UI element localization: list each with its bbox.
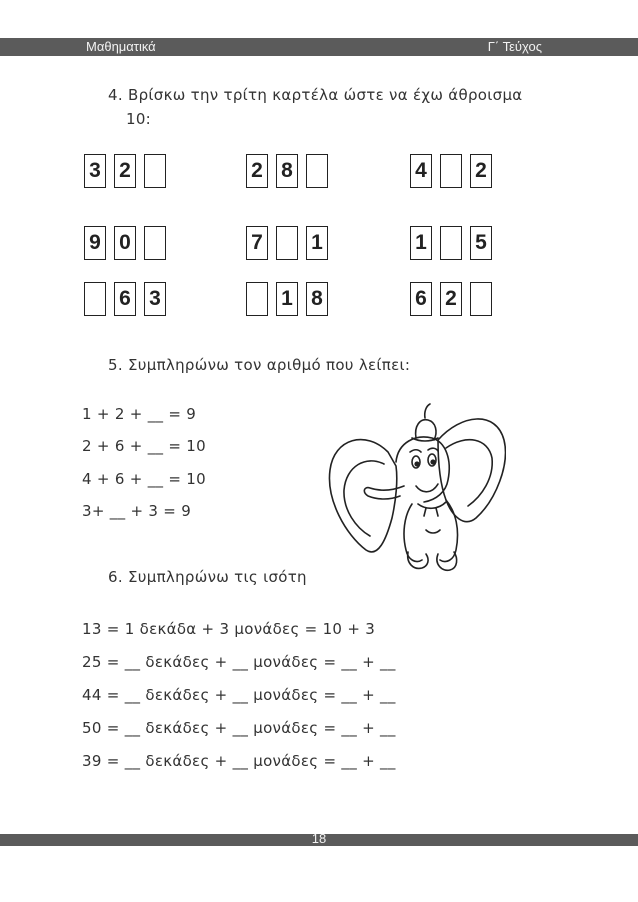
blank-card bbox=[440, 154, 462, 188]
elephant-illustration bbox=[326, 400, 506, 575]
number-card: 1 bbox=[410, 226, 432, 260]
q4-title: 4. Βρίσκω την τρίτη καρτέλα ώστε να έχω άθροισμα bbox=[108, 86, 523, 104]
number-card: 2 bbox=[246, 154, 268, 188]
page-footer bbox=[0, 831, 638, 846]
number-card: 4 bbox=[410, 154, 432, 188]
number-card: 1 bbox=[276, 282, 298, 316]
q5-line-2: 2 + 6 + __ = 10 bbox=[82, 437, 206, 455]
number-card: 8 bbox=[276, 154, 298, 188]
q6-line-1: 13 = 1 δεκάδα + 3 μονάδες = 10 + 3 bbox=[82, 620, 376, 638]
page-header bbox=[0, 38, 638, 56]
q4-title-cont: 10: bbox=[126, 110, 152, 128]
number-card: 0 bbox=[114, 226, 136, 260]
blank-card bbox=[440, 226, 462, 260]
number-card: 2 bbox=[470, 154, 492, 188]
q6-title: 6. Συμπληρώνω τις ισότη bbox=[108, 568, 307, 586]
q6-line-2: 25 = __ δεκάδες + __ μονάδες = __ + __ bbox=[82, 653, 396, 671]
number-card: 3 bbox=[144, 282, 166, 316]
blank-card bbox=[246, 282, 268, 316]
page-number: 18 bbox=[311, 831, 327, 846]
number-card: 2 bbox=[114, 154, 136, 188]
number-card: 5 bbox=[470, 226, 492, 260]
blank-card bbox=[470, 282, 492, 316]
q5-line-1: 1 + 2 + __ = 9 bbox=[82, 405, 197, 423]
q5-title: 5. Συμπληρώνω τον αριθμό που λείπει: bbox=[108, 356, 411, 374]
number-card: 7 bbox=[246, 226, 268, 260]
number-card: 6 bbox=[114, 282, 136, 316]
number-card: 9 bbox=[84, 226, 106, 260]
blank-card bbox=[144, 154, 166, 188]
header-subject: Μαθηματικά bbox=[86, 39, 156, 54]
q5-line-4: 3+ __ + 3 = 9 bbox=[82, 502, 192, 520]
q6-line-5: 39 = __ δεκάδες + __ μονάδες = __ + __ bbox=[82, 752, 396, 770]
q6-line-3: 44 = __ δεκάδες + __ μονάδες = __ + __ bbox=[82, 686, 396, 704]
number-card: 8 bbox=[306, 282, 328, 316]
blank-card bbox=[144, 226, 166, 260]
blank-card bbox=[84, 282, 106, 316]
q5-line-3: 4 + 6 + __ = 10 bbox=[82, 470, 206, 488]
header-issue: Γ΄ Τεύχος bbox=[487, 39, 542, 54]
number-card: 3 bbox=[84, 154, 106, 188]
blank-card bbox=[276, 226, 298, 260]
number-card: 1 bbox=[306, 226, 328, 260]
number-card: 2 bbox=[440, 282, 462, 316]
q6-line-4: 50 = __ δεκάδες + __ μονάδες = __ + __ bbox=[82, 719, 396, 737]
number-card: 6 bbox=[410, 282, 432, 316]
blank-card bbox=[306, 154, 328, 188]
